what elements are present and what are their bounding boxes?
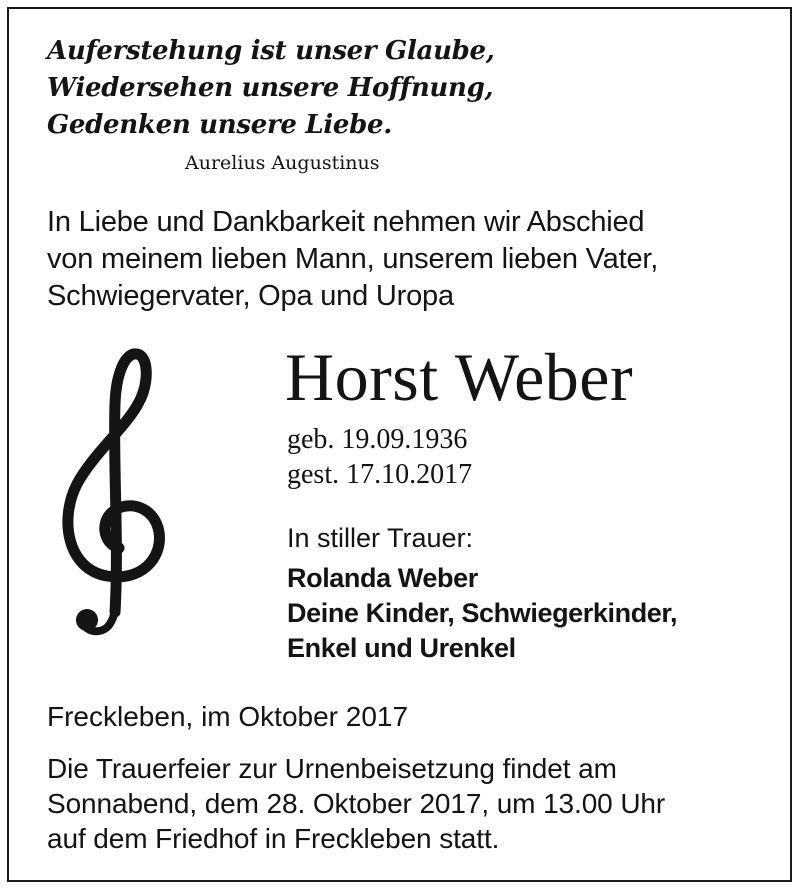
mourner-line: Enkel und Urenkel (287, 633, 516, 663)
mourners-label: In stiller Trauer: (287, 523, 474, 553)
intro-line: In Liebe und Dankbarkeit nehmen wir Abschied (47, 206, 645, 238)
funeral-line: Sonnabend, dem 28. Oktober 2017, um 13.00 Uhr (47, 788, 666, 819)
quote-line: Wiedersehen unsere Hoffnung, (47, 73, 494, 103)
intro-line: von meinem lieben Mann, unserem lieben Vater, (47, 243, 659, 275)
intro-text (47, 204, 658, 315)
life-dates (287, 422, 472, 492)
quote (47, 33, 495, 144)
funeral-line: auf dem Friedhof in Freckleben statt. (47, 823, 500, 854)
mourner-line: Rolanda Weber (287, 563, 478, 593)
treble-clef-icon (49, 344, 179, 644)
quote-author: Aurelius Augustinus (185, 152, 380, 174)
quote-line: Gedenken unsere Liebe. (47, 110, 393, 140)
obituary-notice (7, 7, 792, 882)
intro-line: Schwiegervater, Opa und Uropa (47, 280, 454, 312)
mourners-list (287, 561, 677, 666)
birth-date: geb. 19.09.1936 (287, 424, 468, 455)
place-date: Freckleben, im Oktober 2017 (47, 701, 409, 732)
funeral-info (47, 751, 665, 856)
funeral-line: Die Trauerfeier zur Urnenbeisetzung findet am (47, 753, 617, 784)
quote-line: Auferstehung ist unser Glaube, (47, 36, 495, 66)
mourner-line: Deine Kinder, Schwiegerkinder, (287, 598, 678, 628)
deceased-name: Horst Weber (285, 339, 634, 415)
death-date: gest. 17.10.2017 (287, 459, 473, 490)
